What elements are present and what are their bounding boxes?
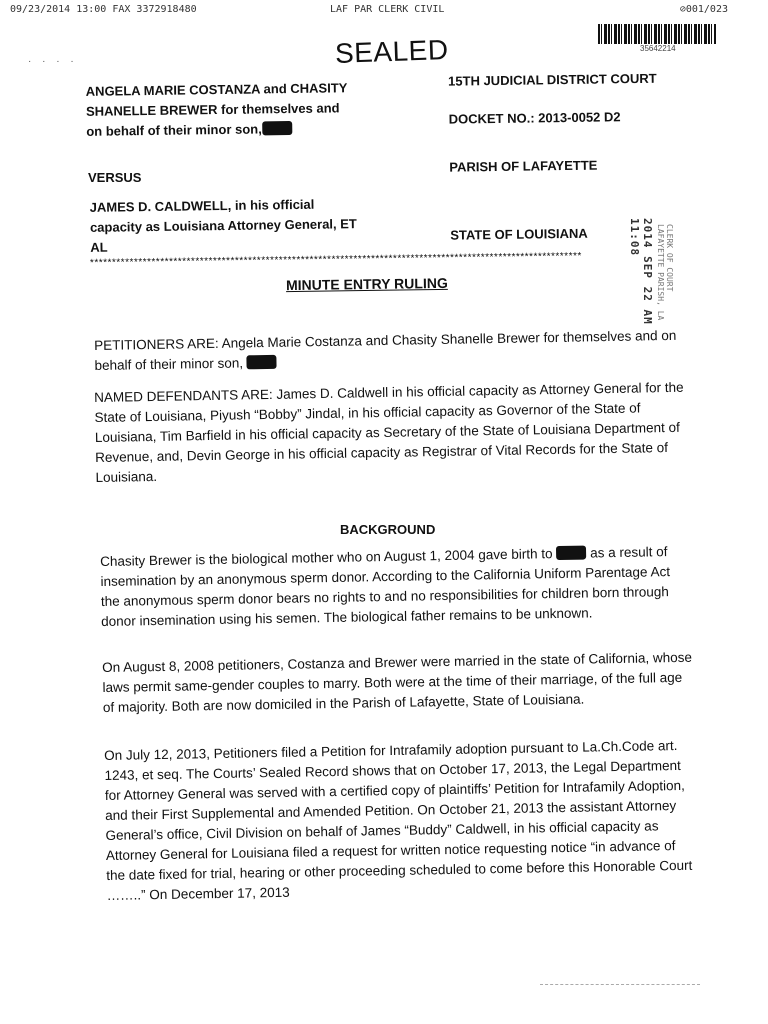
caption-separator: **************************************************************************************************************** (89, 250, 582, 269)
plaintiffs-text: ANGELA MARIE COSTANZA and CHASITY SHANELLE BREWER for themselves and on behalf of their minor son, (85, 80, 348, 139)
scan-artifact-line (540, 984, 700, 985)
background-heading: BACKGROUND (340, 522, 436, 537)
caption-court-info (448, 70, 688, 243)
named-defendants-paragraph: NAMED DEFENDANTS ARE: James D. Caldwell in his official capacity as Attorney General for the State of Louisiana, Piyush “Bobby” Jindal, in his official capacity as Governor of the State of Louisiana, Tim Barfield in his official capacity as Secretary of the State of Louisiana Department of Revenue, and, Devin George in his official capacity as Registrar of Vital Records for the State of Louisiana. (94, 379, 684, 485)
background-p1-start: Chasity Brewer is the biological mother who on August 1, 2004 gave birth to (100, 546, 553, 569)
barcode-number: 35642214 (640, 44, 676, 53)
petitioners-paragraph (94, 326, 685, 376)
background-paragraph-1 (100, 542, 691, 632)
redaction-mark (262, 121, 292, 135)
fax-header-left: 09/23/2014 13:00 FAX 3372918480 (10, 4, 197, 15)
barcode-graphic (598, 24, 716, 44)
background-paragraph-2: On August 8, 2008 petitioners, Costanza and Brewer were married in the state of California, whose laws permit same-gender couples to marry. Both were at the time of their marriage, of the full age of majority. Both are now domiciled in the Parish of Lafayette, State of Louisiana. (102, 649, 693, 715)
docket-number: DOCKET NO.: 2013-0052 D2 (448, 109, 621, 127)
state-name: STATE OF LOUISIANA (450, 225, 588, 243)
background-paragraph-3: On July 12, 2013, Petitioners filed a Petition for Intrafamily adoption pursuant to La.Ch.Code art. 1243, et seq. The Courts’ Sealed Record shows that on October 17, 2013, the Legal Department for Attorney General was served with a certified copy of plaintiffs’ Petition for Intrafamily Adoption, and their First Supplemental and Amended Petition. On October 21, 2013 the assistant Attorney General’s office, Civil Division on behalf of James “Buddy” Caldwell, in his official capacity as Attorney General for Louisiana filed a request for written notice requesting notice “in advance of the date fixed for trial, hearing or other proceeding scheduled to come before this Honorable Court ……..” On December 17, 2013 (104, 737, 693, 903)
court-name: 15TH JUDICIAL DISTRICT COURT (448, 70, 657, 89)
background-p1-rest: as a result of insemination by an anonymous sperm donor. According to the California Uniform Parentage Act the anonymous sperm donor bears no rights to and no responsibilities for children born through donor insemination using his semen. The biological father remains to be unknown. (100, 544, 671, 629)
filing-stamp-date: 2014 SEP 22 AM 11:08 (628, 218, 654, 325)
versus-label: VERSUS (88, 170, 142, 185)
petitioners-text: PETITIONERS ARE: Angela Marie Costanza and Chasity Shanelle Brewer for themselves and on behalf of their minor son, (94, 327, 677, 373)
sealed-mark: SEALED (334, 34, 449, 69)
fax-header (10, 4, 758, 20)
redaction-mark (247, 355, 277, 370)
fax-header-page-count: ⊘001/023 (679, 4, 728, 15)
redaction-mark (556, 546, 586, 561)
fax-header-center: LAF PAR CLERK CIVIL (330, 4, 445, 15)
parish-name: PARISH OF LAFAYETTE (449, 157, 598, 175)
scan-specks: · · · · (28, 56, 78, 67)
caption-defendant: JAMES D. CALDWELL, in his official capacity as Louisiana Attorney General, ET AL (89, 196, 357, 255)
filing-stamp (628, 218, 698, 338)
document-title: MINUTE ENTRY RULING (285, 274, 448, 294)
caption-plaintiffs (86, 78, 357, 142)
filing-stamp-clerk: CLERK OF COURT LAFAYETTE PARISH, LA (656, 224, 674, 321)
